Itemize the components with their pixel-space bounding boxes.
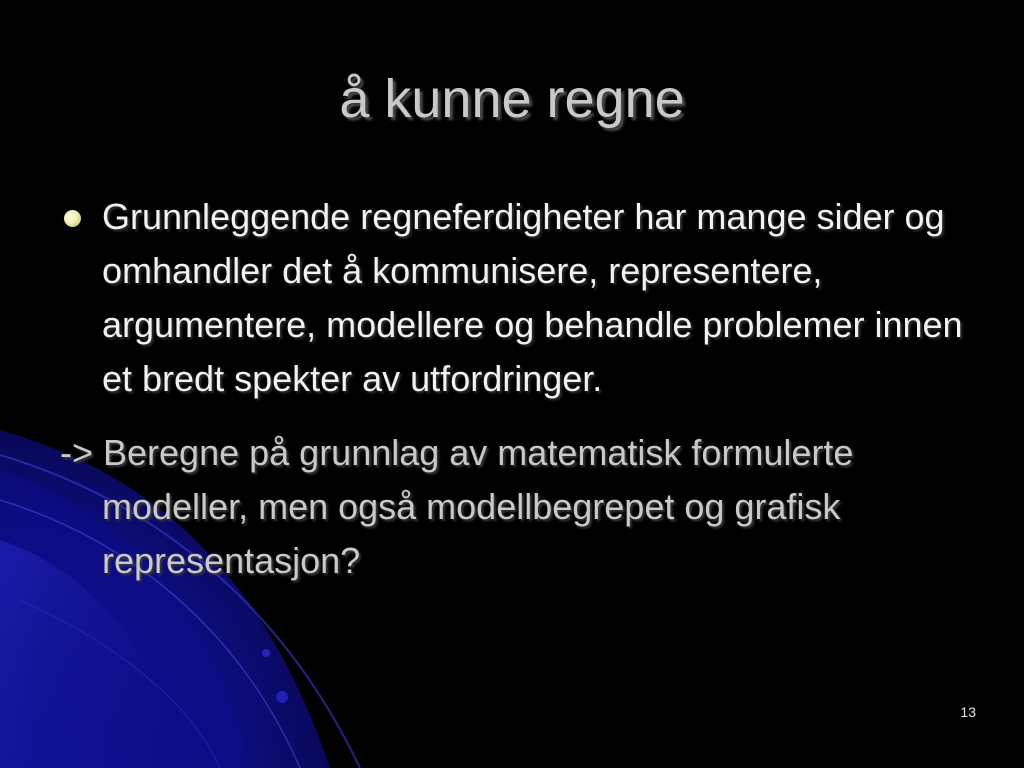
bullet-text: Grunnleggende regneferdigheter har mange sider og omhandler det å kommunisere, representere, argumentere, modellere og behandle problemer innen et bredt spekter av utfordringer. (102, 196, 963, 399)
page-number: 13 (960, 704, 976, 720)
bullet-item (60, 190, 980, 406)
slide-body (60, 190, 980, 588)
slide-title: å kunne regne (339, 69, 685, 129)
arrow-text: -> Beregne på grunnlag av matematisk formulerte modeller, men også modellbegrepet og grafisk representasjon? (60, 432, 854, 581)
bullet-dot-icon (64, 210, 81, 227)
